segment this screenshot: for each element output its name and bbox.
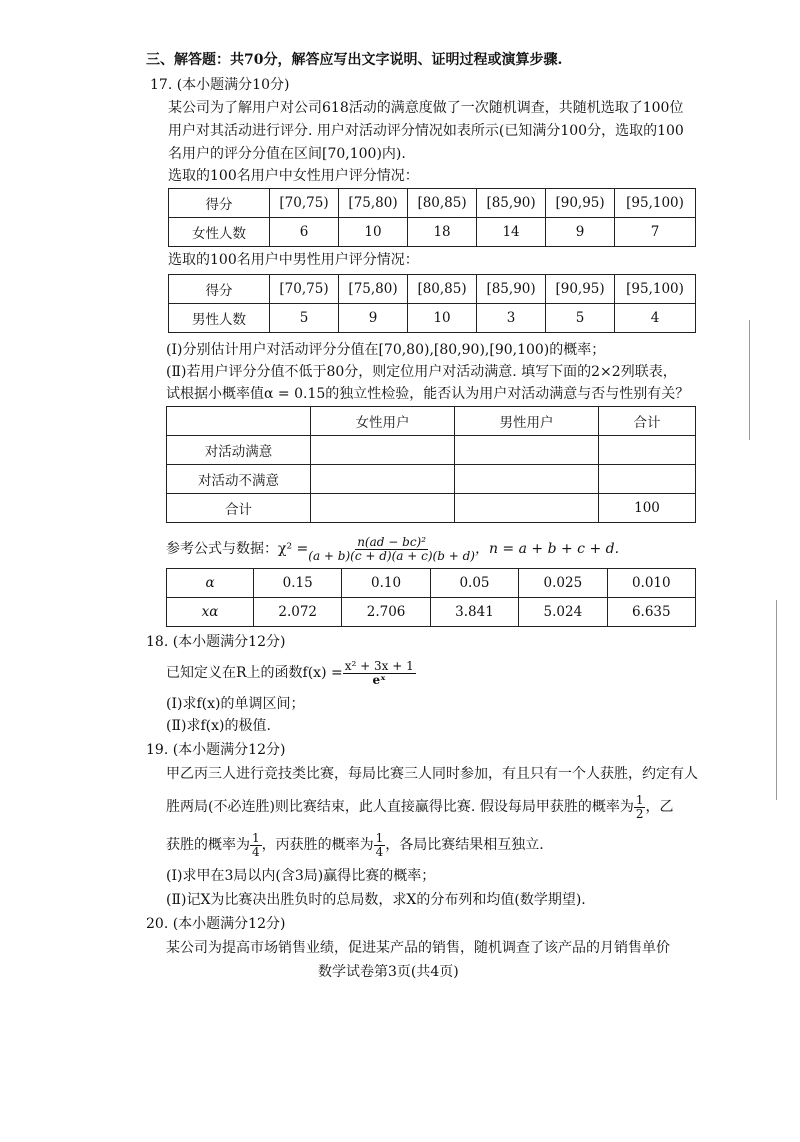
critical-value-table bbox=[166, 568, 696, 627]
q19-line-2-text: 胜两局(不必连胜)则比赛结束，此人直接赢得比赛. 假设每局甲获胜的概率为 bbox=[166, 799, 634, 815]
fraction-denominator: 4 bbox=[252, 844, 260, 859]
quarter-fraction-2 bbox=[374, 832, 386, 859]
formula-denominator: (a + b)(c + d)(a + c)(b + d) bbox=[308, 548, 475, 563]
table-cell: 6.635 bbox=[607, 598, 695, 627]
table-cell: α bbox=[167, 569, 254, 598]
table-cell: 100 bbox=[599, 494, 696, 523]
table-cell: 2.072 bbox=[254, 598, 342, 627]
table-cell: 对活动满意 bbox=[167, 436, 311, 465]
table-cell: [95,100) bbox=[615, 189, 696, 218]
table-row bbox=[169, 304, 696, 333]
q19-part-2: (Ⅱ)记X为比赛决出胜负时的总局数，求X的分布列和均值(数学期望). bbox=[166, 892, 586, 908]
q19-line-3b: ，丙获胜的概率为 bbox=[261, 837, 374, 853]
reference-formula bbox=[166, 532, 619, 566]
table-cell: 0.15 bbox=[254, 569, 342, 598]
table-cell: [85,90) bbox=[477, 275, 546, 304]
q20-title: 20. (本小题满分12分) bbox=[146, 916, 286, 932]
table-cell[interactable] bbox=[455, 494, 599, 523]
q19-part-1: (Ⅰ)求甲在3局以内(含3局)赢得比赛的概率； bbox=[166, 868, 436, 884]
table-row bbox=[167, 465, 696, 494]
q17-part-1: (Ⅰ)分别估计用户对活动评分分值在[70,80),[80,90),[90,100)的概率； bbox=[166, 342, 606, 358]
fraction-numerator: 1 bbox=[635, 792, 644, 807]
table-cell: 女性人数 bbox=[169, 218, 270, 247]
q17-intro-1: 某公司为了解用户对公司618活动的满意度做了一次随机调查，共随机选取了100位 bbox=[168, 100, 684, 116]
formula-numerator: n(ad − bc)² bbox=[357, 534, 427, 549]
table-cell: [80,85) bbox=[408, 275, 477, 304]
q19-line-3a: 获胜的概率为 bbox=[166, 837, 250, 853]
table-cell[interactable] bbox=[599, 436, 696, 465]
q19-line-3c: ，各局比赛结果相互独立. bbox=[385, 837, 544, 853]
table-cell: 5.024 bbox=[519, 598, 607, 627]
q18-numerator: x² + 3x + 1 bbox=[344, 658, 414, 673]
table-cell: 0.025 bbox=[519, 569, 607, 598]
female-caption: 选取的100名用户中女性用户评分情况： bbox=[168, 168, 419, 184]
q17-title: 17. (本小题满分10分) bbox=[150, 77, 290, 93]
fraction-denominator: 4 bbox=[375, 844, 384, 859]
table-cell: [70,75) bbox=[270, 275, 339, 304]
q18-stem-text: 已知定义在R上的函数f(x) = bbox=[166, 665, 343, 681]
fraction-numerator: 1 bbox=[375, 830, 384, 845]
table-cell: 10 bbox=[408, 304, 477, 333]
page-footer: 数学试卷第3页(共4页) bbox=[318, 964, 459, 980]
table-cell: 0.010 bbox=[607, 569, 695, 598]
scan-artifact-line bbox=[749, 320, 750, 440]
q18-fraction bbox=[343, 660, 416, 687]
table-row bbox=[169, 189, 696, 218]
table-cell: 男性用户 bbox=[455, 407, 599, 436]
table-cell: 对活动不满意 bbox=[167, 465, 311, 494]
table-row bbox=[167, 569, 696, 598]
table-cell: 5 bbox=[546, 304, 615, 333]
q18-stem bbox=[166, 656, 416, 690]
half-fraction bbox=[634, 794, 646, 821]
fraction-denominator: 2 bbox=[635, 806, 644, 821]
table-row bbox=[167, 494, 696, 523]
table-row bbox=[167, 436, 696, 465]
table-cell: 2.706 bbox=[342, 598, 430, 627]
q18-part-2: (Ⅱ)求f(x)的极值. bbox=[166, 718, 271, 734]
table-cell: 0.05 bbox=[430, 569, 518, 598]
table-cell[interactable] bbox=[455, 465, 599, 494]
table-cell: [80,85) bbox=[408, 189, 477, 218]
table-cell: 5 bbox=[270, 304, 339, 333]
table-cell[interactable] bbox=[311, 494, 455, 523]
q18-part-1: (Ⅰ)求f(x)的单调区间； bbox=[166, 696, 305, 712]
table-row bbox=[167, 407, 696, 436]
table-cell: 14 bbox=[477, 218, 546, 247]
table-cell[interactable] bbox=[311, 465, 455, 494]
male-caption: 选取的100名用户中男性用户评分情况： bbox=[168, 252, 419, 268]
quarter-fraction bbox=[250, 832, 262, 859]
q19-line-2-tail: ，乙 bbox=[645, 799, 674, 815]
table-cell: 10 bbox=[339, 218, 408, 247]
chi-square-fraction bbox=[308, 536, 475, 563]
q18-title: 18. (本小题满分12分) bbox=[146, 634, 286, 650]
table-cell: [95,100) bbox=[615, 275, 696, 304]
table-cell bbox=[167, 407, 311, 436]
table-row bbox=[169, 218, 696, 247]
q18-denominator: eˣ bbox=[372, 672, 386, 687]
table-cell: [75,80) bbox=[339, 275, 408, 304]
table-cell: 9 bbox=[546, 218, 615, 247]
fraction-numerator: 1 bbox=[252, 830, 260, 845]
section-header: 三、解答题：共70分，解答应写出文字说明、证明过程或演算步骤. bbox=[146, 52, 563, 68]
male-score-table bbox=[168, 274, 696, 333]
table-cell: 0.10 bbox=[342, 569, 430, 598]
table-row bbox=[169, 275, 696, 304]
table-cell: 18 bbox=[408, 218, 477, 247]
q19-line-3 bbox=[166, 828, 544, 862]
q17-intro-3: 名用户的评分分值在区间[70,100)内). bbox=[168, 146, 406, 162]
table-cell: xα bbox=[167, 598, 254, 627]
female-score-table bbox=[168, 188, 696, 247]
formula-label: 参考公式与数据：χ² = bbox=[166, 541, 309, 557]
table-cell: 得分 bbox=[169, 275, 270, 304]
table-cell: [70,75) bbox=[270, 189, 339, 218]
table-cell: [90,95) bbox=[546, 275, 615, 304]
q17-part-2b: 试根据小概率值α = 0.15的独立性检验，能否认为用户对活动满意与否与性别有关？ bbox=[166, 386, 690, 402]
table-cell[interactable] bbox=[311, 436, 455, 465]
table-cell: 7 bbox=[615, 218, 696, 247]
table-cell[interactable] bbox=[455, 436, 599, 465]
q20-line-1: 某公司为提高市场销售业绩，促进某产品的销售，随机调查了该产品的月销售单价 bbox=[166, 940, 670, 956]
q17-intro-2: 用户对其活动进行评分. 用户对活动评分情况如表所示(已知满分100分，选取的100 bbox=[168, 123, 684, 139]
table-cell: 3.841 bbox=[430, 598, 518, 627]
q17-part-2a: (Ⅱ)若用户评分分值不低于80分，则定位用户对活动满意. 填写下面的2×2列联表， bbox=[166, 364, 677, 380]
table-cell: 合计 bbox=[599, 407, 696, 436]
table-cell: 6 bbox=[270, 218, 339, 247]
table-cell: 4 bbox=[615, 304, 696, 333]
q19-line-1: 甲乙丙三人进行竞技类比赛，每局比赛三人同时参加，有且只有一个人获胜，约定有人 bbox=[166, 766, 698, 782]
scan-artifact-line bbox=[776, 600, 777, 800]
table-cell: 男性人数 bbox=[169, 304, 270, 333]
contingency-table bbox=[166, 406, 696, 523]
q19-line-2 bbox=[166, 790, 673, 824]
table-cell: 得分 bbox=[169, 189, 270, 218]
table-cell: 9 bbox=[339, 304, 408, 333]
table-cell: [85,90) bbox=[477, 189, 546, 218]
q19-title: 19. (本小题满分12分) bbox=[146, 742, 286, 758]
table-cell[interactable] bbox=[599, 465, 696, 494]
table-cell: 3 bbox=[477, 304, 546, 333]
table-cell: [90,95) bbox=[546, 189, 615, 218]
table-cell: 女性用户 bbox=[311, 407, 455, 436]
table-row bbox=[167, 598, 696, 627]
table-cell: 合计 bbox=[167, 494, 311, 523]
table-cell: [75,80) bbox=[339, 189, 408, 218]
formula-tail: ，n = a + b + c + d. bbox=[474, 541, 620, 557]
